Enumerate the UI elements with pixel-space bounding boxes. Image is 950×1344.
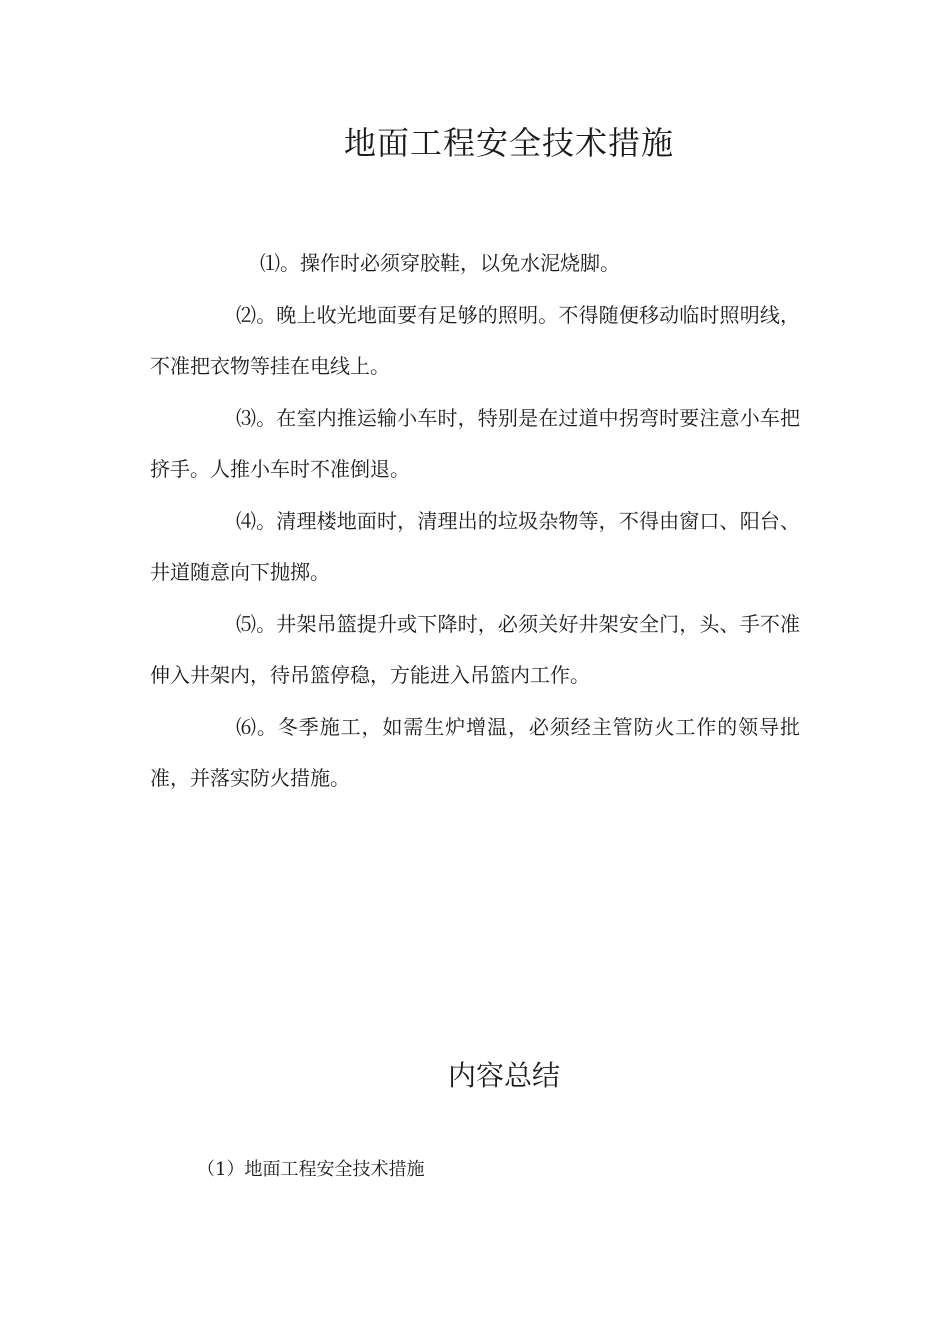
paragraph-5: ⑸。井架吊篮提升或下降时，必须关好井架安全门，头、手不准伸入井架内，待吊篮停稳，方能进入吊篮内工作。	[150, 611, 800, 687]
document-title: 地面工程安全技术措施	[343, 124, 674, 162]
paragraph-2: ⑵。晚上收光地面要有足够的照明。不得随便移动临时照明线，不准把衣物等挂在电线上。	[150, 302, 800, 378]
summary-heading: 内容总结	[448, 1059, 561, 1092]
paragraph-6: ⑹。冬季施工，如需生炉增温，必须经主管防火工作的领导批准，并落实防火措施。	[150, 714, 800, 790]
paragraph-3: ⑶。在室内推运输小车时，特别是在过道中拐弯时要注意小车把挤手。人推小车时不准倒退。	[150, 405, 800, 481]
summary-item: （1）地面工程安全技术措施	[197, 1159, 425, 1180]
paragraph-4: ⑷。清理楼地面时，清理出的垃圾杂物等，不得由窗口、阳台、井道随意向下抛掷。	[150, 508, 800, 584]
document-body	[150, 238, 800, 805]
paragraph-1: ⑴。操作时必须穿胶鞋，以免水泥烧脚。	[260, 251, 620, 275]
